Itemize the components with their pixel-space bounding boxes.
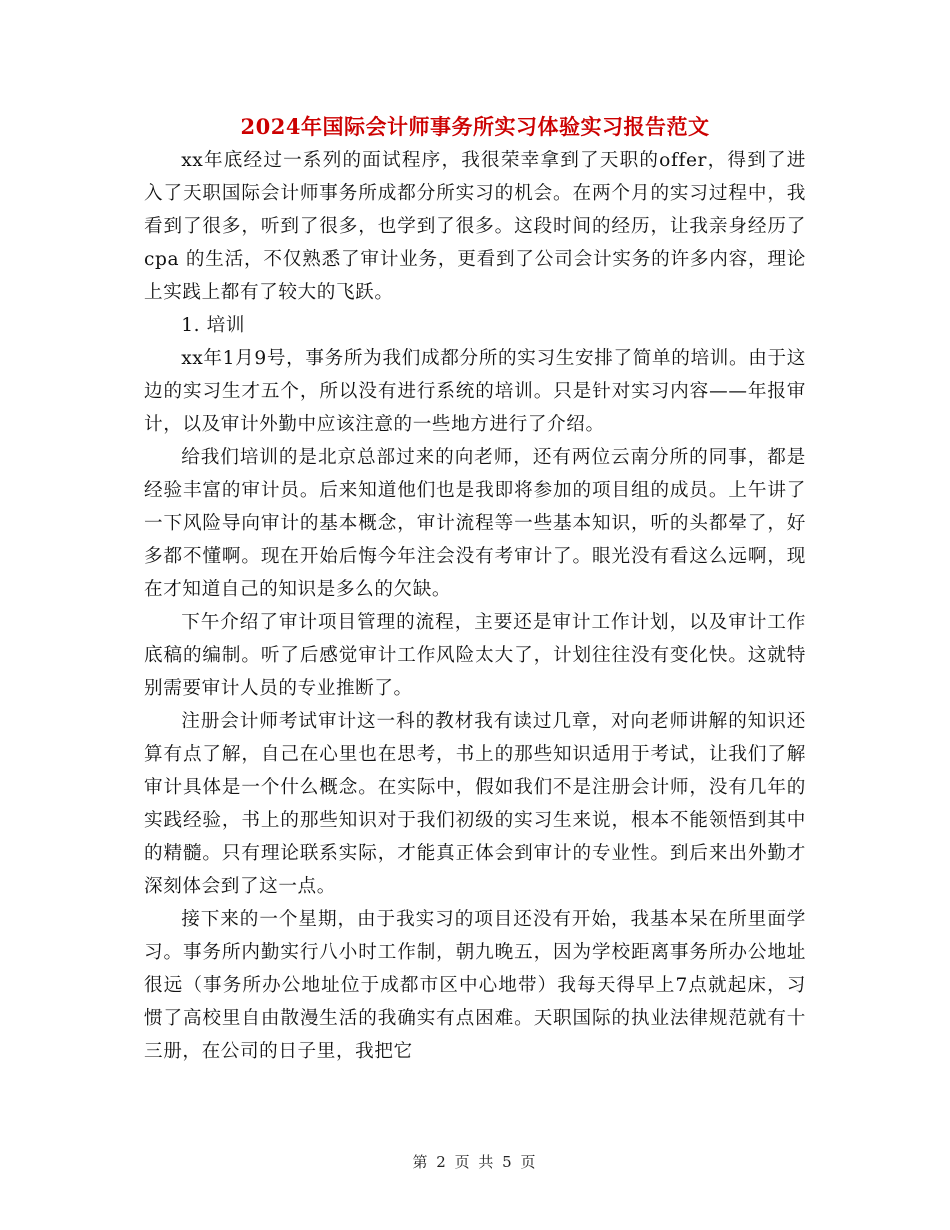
paragraph-trainers: 给我们培训的是北京总部过来的向老师，还有两位云南分所的同事，都是经验丰富的审计员。后来知道他们也是我即将参加的项目组的成员。上午讲了一下风险导向审计的基本概念，审计流程等一些基本知识，听的头都晕了，好多都不懂啊。现在开始后悔今年注会没有考审计了。眼光没有看这么远啊，现在才知道自己的知识是多么的欠缺。 [144,447,806,600]
paragraph-training-date: xx年1月9号，事务所为我们成都分所的实习生安排了简单的培训。由于这边的实习生才五个，所以没有进行系统的培训。只是针对实习内容——年报审计，以及审计外勤中应该注意的一些地方进行了介绍。 [144,348,806,435]
paragraph-intro: xx年底经过一系列的面试程序，我很荣幸拿到了天职的offer，得到了进入了天职国际会计师事务所成都分所实习的机会。在两个月的实习过程中，我看到了很多，听到了很多，也学到了很多。这段时间的经历，让我亲身经历了cpa 的生活，不仅熟悉了审计业务，更看到了公司会计实务的许多内容，理论上实践上都有了较大的飞跃。 [144,150,806,303]
document-title: 2024年国际会计师事务所实习体验实习报告范文 [240,114,710,139]
paragraph-cpa-exam: 注册会计师考试审计这一科的教材我有读过几章，对向老师讲解的知识还算有点了解，自己在心里也在思考，书上的那些知识适用于考试，让我们了解审计具体是一个什么概念。在实际中，假如我们不是注册会计师，没有几年的实践经验，书上的那些知识对于我们初级的实习生来说，根本不能领悟到其中的精髓。只有理论联系实际，才能真正体会到审计的专业性。到后来出外勤才深刻体会到了这一点。 [144,711,806,897]
section-heading-training: 1. 培训 [181,315,246,336]
page-number-footer: 第 2 页 共 5 页 [412,1153,538,1171]
document-body [144,144,806,1068]
paragraph-next-week: 接下来的一个星期，由于我实习的项目还没有开始，我基本呆在所里面学习。事务所内勤实行八小时工作制，朝九晚五，因为学校距离事务所办公地址很远（事务所办公地址位于成都市区中心地带）我每天得早上7点就起床，习惯了高校里自由散漫生活的我确实有点困难。天职国际的执业法律规范就有十三册，在公司的日子里，我把它 [144,909,806,1062]
paragraph-afternoon: 下午介绍了审计项目管理的流程，主要还是审计工作计划，以及审计工作底稿的编制。听了后感觉审计工作风险太大了，计划往往没有变化快。这就特别需要审计人员的专业推断了。 [144,612,806,699]
